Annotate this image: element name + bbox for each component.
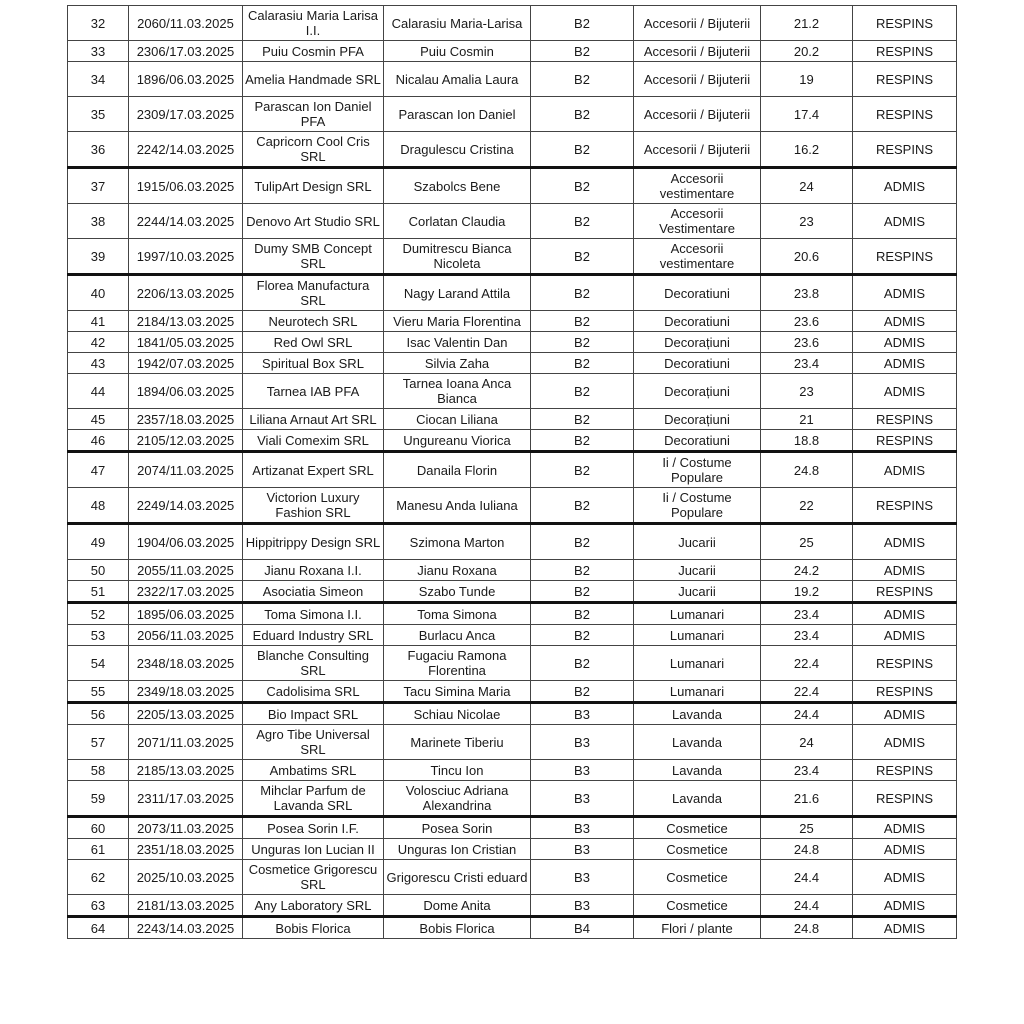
table-row	[68, 409, 957, 430]
row-number-cell: 63	[68, 895, 129, 917]
registration-number-cell: 2185/13.03.2025	[129, 760, 243, 781]
registration-number-cell: 2074/11.03.2025	[129, 452, 243, 488]
result-status-cell: RESPINS	[853, 6, 957, 41]
table-row	[68, 760, 957, 781]
registration-number-cell: 2306/17.03.2025	[129, 41, 243, 62]
representative-name-cell: Ungureanu Viorica	[384, 430, 531, 452]
score-cell: 21.6	[761, 781, 853, 817]
representative-name-cell: Dome Anita	[384, 895, 531, 917]
result-status-cell: RESPINS	[853, 409, 957, 430]
registration-number-cell: 2060/11.03.2025	[129, 6, 243, 41]
row-number-cell: 46	[68, 430, 129, 452]
zone-code-cell: B2	[531, 430, 634, 452]
score-cell: 24.4	[761, 860, 853, 895]
product-category-cell: Lumanari	[634, 603, 761, 625]
product-category-cell: Accesorii / Bijuterii	[634, 62, 761, 97]
product-category-cell: Lavanda	[634, 760, 761, 781]
score-cell: 25	[761, 524, 853, 560]
row-number-cell: 34	[68, 62, 129, 97]
table-row	[68, 895, 957, 917]
representative-name-cell: Szabo Tunde	[384, 581, 531, 603]
score-cell: 19.2	[761, 581, 853, 603]
row-number-cell: 32	[68, 6, 129, 41]
product-category-cell: Lavanda	[634, 781, 761, 817]
company-name-cell: Dumy SMB Concept SRL	[243, 239, 384, 275]
product-category-cell: Lavanda	[634, 725, 761, 760]
result-status-cell: ADMIS	[853, 625, 957, 646]
result-status-cell: RESPINS	[853, 41, 957, 62]
table-row	[68, 839, 957, 860]
score-cell: 24.8	[761, 839, 853, 860]
zone-code-cell: B2	[531, 353, 634, 374]
representative-name-cell: Isac Valentin Dan	[384, 332, 531, 353]
company-name-cell: Florea Manufactura SRL	[243, 275, 384, 311]
table-row	[68, 488, 957, 524]
zone-code-cell: B3	[531, 860, 634, 895]
result-status-cell: RESPINS	[853, 488, 957, 524]
row-number-cell: 54	[68, 646, 129, 681]
company-name-cell: Denovo Art Studio SRL	[243, 204, 384, 239]
product-category-cell: Accesorii / Bijuterii	[634, 132, 761, 168]
registration-number-cell: 1904/06.03.2025	[129, 524, 243, 560]
table-row	[68, 817, 957, 839]
result-status-cell: ADMIS	[853, 374, 957, 409]
row-number-cell: 33	[68, 41, 129, 62]
product-category-cell: Accesorii / Bijuterii	[634, 41, 761, 62]
result-status-cell: ADMIS	[853, 353, 957, 374]
score-cell: 22.4	[761, 646, 853, 681]
zone-code-cell: B2	[531, 603, 634, 625]
registration-number-cell: 1895/06.03.2025	[129, 603, 243, 625]
zone-code-cell: B4	[531, 917, 634, 939]
row-number-cell: 41	[68, 311, 129, 332]
representative-name-cell: Parascan Ion Daniel	[384, 97, 531, 132]
zone-code-cell: B2	[531, 62, 634, 97]
zone-code-cell: B2	[531, 409, 634, 430]
company-name-cell: Tarnea IAB PFA	[243, 374, 384, 409]
result-status-cell: RESPINS	[853, 239, 957, 275]
zone-code-cell: B2	[531, 168, 634, 204]
table-row	[68, 204, 957, 239]
row-number-cell: 60	[68, 817, 129, 839]
representative-name-cell: Puiu Cosmin	[384, 41, 531, 62]
registration-number-cell: 2357/18.03.2025	[129, 409, 243, 430]
score-cell: 21.2	[761, 6, 853, 41]
representative-name-cell: Fugaciu Ramona Florentina	[384, 646, 531, 681]
representative-name-cell: Dragulescu Cristina	[384, 132, 531, 168]
result-status-cell: ADMIS	[853, 560, 957, 581]
company-name-cell: Liliana Arnaut Art SRL	[243, 409, 384, 430]
score-cell: 24	[761, 725, 853, 760]
row-number-cell: 37	[68, 168, 129, 204]
table-row	[68, 168, 957, 204]
product-category-cell: Flori / plante	[634, 917, 761, 939]
table-row	[68, 275, 957, 311]
registration-number-cell: 2056/11.03.2025	[129, 625, 243, 646]
representative-name-cell: Jianu Roxana	[384, 560, 531, 581]
representative-name-cell: Unguras Ion Cristian	[384, 839, 531, 860]
row-number-cell: 49	[68, 524, 129, 560]
row-number-cell: 38	[68, 204, 129, 239]
product-category-cell: Cosmetice	[634, 839, 761, 860]
zone-code-cell: B3	[531, 760, 634, 781]
product-category-cell: Decoratiuni	[634, 353, 761, 374]
result-status-cell: RESPINS	[853, 781, 957, 817]
score-cell: 19	[761, 62, 853, 97]
table-row	[68, 6, 957, 41]
product-category-cell: Accesorii / Bijuterii	[634, 97, 761, 132]
table-row	[68, 97, 957, 132]
company-name-cell: Agro Tibe Universal SRL	[243, 725, 384, 760]
zone-code-cell: B3	[531, 703, 634, 725]
table-row	[68, 430, 957, 452]
score-cell: 23	[761, 374, 853, 409]
registration-number-cell: 1997/10.03.2025	[129, 239, 243, 275]
zone-code-cell: B2	[531, 646, 634, 681]
product-category-cell: Lavanda	[634, 703, 761, 725]
representative-name-cell: Burlacu Anca	[384, 625, 531, 646]
company-name-cell: Viali Comexim SRL	[243, 430, 384, 452]
company-name-cell: Bobis Florica	[243, 917, 384, 939]
product-category-cell: Decorațiuni	[634, 332, 761, 353]
result-status-cell: RESPINS	[853, 681, 957, 703]
result-status-cell: ADMIS	[853, 168, 957, 204]
row-number-cell: 51	[68, 581, 129, 603]
registration-number-cell: 2309/17.03.2025	[129, 97, 243, 132]
registration-number-cell: 2025/10.03.2025	[129, 860, 243, 895]
registration-number-cell: 1894/06.03.2025	[129, 374, 243, 409]
score-cell: 21	[761, 409, 853, 430]
zone-code-cell: B3	[531, 839, 634, 860]
score-cell: 24	[761, 168, 853, 204]
zone-code-cell: B2	[531, 560, 634, 581]
product-category-cell: Jucarii	[634, 524, 761, 560]
zone-code-cell: B2	[531, 97, 634, 132]
table-row	[68, 625, 957, 646]
table-row	[68, 332, 957, 353]
company-name-cell: Artizanat Expert SRL	[243, 452, 384, 488]
row-number-cell: 36	[68, 132, 129, 168]
results-table-body	[68, 6, 957, 939]
score-cell: 23.4	[761, 603, 853, 625]
row-number-cell: 62	[68, 860, 129, 895]
zone-code-cell: B3	[531, 895, 634, 917]
table-row	[68, 353, 957, 374]
table-row	[68, 703, 957, 725]
product-category-cell: Accesorii vestimentare	[634, 239, 761, 275]
row-number-cell: 59	[68, 781, 129, 817]
company-name-cell: Cadolisima SRL	[243, 681, 384, 703]
row-number-cell: 42	[68, 332, 129, 353]
company-name-cell: Mihclar Parfum de Lavanda SRL	[243, 781, 384, 817]
result-status-cell: RESPINS	[853, 646, 957, 681]
result-status-cell: RESPINS	[853, 430, 957, 452]
zone-code-cell: B3	[531, 817, 634, 839]
product-category-cell: Lumanari	[634, 646, 761, 681]
representative-name-cell: Vieru Maria Florentina	[384, 311, 531, 332]
results-table	[67, 5, 957, 939]
zone-code-cell: B2	[531, 452, 634, 488]
table-row	[68, 781, 957, 817]
product-category-cell: Jucarii	[634, 560, 761, 581]
row-number-cell: 35	[68, 97, 129, 132]
product-category-cell: Lumanari	[634, 625, 761, 646]
table-row	[68, 311, 957, 332]
company-name-cell: Calarasiu Maria Larisa I.I.	[243, 6, 384, 41]
company-name-cell: Spiritual Box SRL	[243, 353, 384, 374]
zone-code-cell: B3	[531, 781, 634, 817]
registration-number-cell: 1841/05.03.2025	[129, 332, 243, 353]
representative-name-cell: Calarasiu Maria-Larisa	[384, 6, 531, 41]
representative-name-cell: Tacu Simina Maria	[384, 681, 531, 703]
table-row	[68, 860, 957, 895]
zone-code-cell: B2	[531, 6, 634, 41]
zone-code-cell: B2	[531, 581, 634, 603]
table-row	[68, 132, 957, 168]
score-cell: 23.4	[761, 625, 853, 646]
product-category-cell: Decorațiuni	[634, 409, 761, 430]
score-cell: 23.6	[761, 332, 853, 353]
company-name-cell: Amelia Handmade SRL	[243, 62, 384, 97]
zone-code-cell: B2	[531, 41, 634, 62]
result-status-cell: RESPINS	[853, 581, 957, 603]
row-number-cell: 40	[68, 275, 129, 311]
representative-name-cell: Nagy Larand Attila	[384, 275, 531, 311]
row-number-cell: 58	[68, 760, 129, 781]
row-number-cell: 43	[68, 353, 129, 374]
score-cell: 20.2	[761, 41, 853, 62]
registration-number-cell: 2348/18.03.2025	[129, 646, 243, 681]
table-row	[68, 41, 957, 62]
company-name-cell: Toma Simona I.I.	[243, 603, 384, 625]
zone-code-cell: B2	[531, 275, 634, 311]
result-status-cell: RESPINS	[853, 97, 957, 132]
representative-name-cell: Schiau Nicolae	[384, 703, 531, 725]
representative-name-cell: Szabolcs Bene	[384, 168, 531, 204]
representative-name-cell: Posea Sorin	[384, 817, 531, 839]
table-row	[68, 917, 957, 939]
zone-code-cell: B2	[531, 311, 634, 332]
registration-number-cell: 2073/11.03.2025	[129, 817, 243, 839]
product-category-cell: Accesorii / Bijuterii	[634, 6, 761, 41]
company-name-cell: Any Laboratory SRL	[243, 895, 384, 917]
result-status-cell: ADMIS	[853, 603, 957, 625]
product-category-cell: Decoratiuni	[634, 275, 761, 311]
zone-code-cell: B2	[531, 132, 634, 168]
result-status-cell: ADMIS	[853, 725, 957, 760]
product-category-cell: Decorațiuni	[634, 374, 761, 409]
representative-name-cell: Manesu Anda Iuliana	[384, 488, 531, 524]
registration-number-cell: 2105/12.03.2025	[129, 430, 243, 452]
score-cell: 25	[761, 817, 853, 839]
result-status-cell: RESPINS	[853, 62, 957, 97]
table-row	[68, 374, 957, 409]
representative-name-cell: Tincu Ion	[384, 760, 531, 781]
registration-number-cell: 2351/18.03.2025	[129, 839, 243, 860]
score-cell: 23	[761, 204, 853, 239]
registration-number-cell: 2243/14.03.2025	[129, 917, 243, 939]
representative-name-cell: Corlatan Claudia	[384, 204, 531, 239]
score-cell: 23.4	[761, 353, 853, 374]
product-category-cell: Accesorii vestimentare	[634, 168, 761, 204]
row-number-cell: 45	[68, 409, 129, 430]
table-row	[68, 560, 957, 581]
zone-code-cell: B2	[531, 681, 634, 703]
registration-number-cell: 1896/06.03.2025	[129, 62, 243, 97]
registration-number-cell: 2181/13.03.2025	[129, 895, 243, 917]
company-name-cell: Cosmetice Grigorescu SRL	[243, 860, 384, 895]
product-category-cell: Cosmetice	[634, 895, 761, 917]
zone-code-cell: B2	[531, 204, 634, 239]
registration-number-cell: 2055/11.03.2025	[129, 560, 243, 581]
representative-name-cell: Bobis Florica	[384, 917, 531, 939]
score-cell: 17.4	[761, 97, 853, 132]
row-number-cell: 57	[68, 725, 129, 760]
company-name-cell: Asociatia Simeon	[243, 581, 384, 603]
registration-number-cell: 2184/13.03.2025	[129, 311, 243, 332]
table-row	[68, 681, 957, 703]
zone-code-cell: B2	[531, 625, 634, 646]
score-cell: 24.4	[761, 895, 853, 917]
representative-name-cell: Toma Simona	[384, 603, 531, 625]
representative-name-cell: Tarnea Ioana Anca Bianca	[384, 374, 531, 409]
registration-number-cell: 2322/17.03.2025	[129, 581, 243, 603]
row-number-cell: 44	[68, 374, 129, 409]
product-category-cell: Cosmetice	[634, 817, 761, 839]
representative-name-cell: Marinete Tiberiu	[384, 725, 531, 760]
registration-number-cell: 2244/14.03.2025	[129, 204, 243, 239]
table-row	[68, 581, 957, 603]
company-name-cell: Parascan Ion Daniel PFA	[243, 97, 384, 132]
result-status-cell: ADMIS	[853, 860, 957, 895]
result-status-cell: ADMIS	[853, 917, 957, 939]
company-name-cell: Hippitrippy Design SRL	[243, 524, 384, 560]
registration-number-cell: 2349/18.03.2025	[129, 681, 243, 703]
result-status-cell: ADMIS	[853, 311, 957, 332]
company-name-cell: Victorion Luxury Fashion SRL	[243, 488, 384, 524]
table-row	[68, 452, 957, 488]
score-cell: 20.6	[761, 239, 853, 275]
table-row	[68, 725, 957, 760]
zone-code-cell: B2	[531, 374, 634, 409]
table-row	[68, 646, 957, 681]
table-row	[68, 239, 957, 275]
row-number-cell: 39	[68, 239, 129, 275]
result-status-cell: ADMIS	[853, 895, 957, 917]
row-number-cell: 52	[68, 603, 129, 625]
result-status-cell: ADMIS	[853, 452, 957, 488]
product-category-cell: Decoratiuni	[634, 430, 761, 452]
row-number-cell: 56	[68, 703, 129, 725]
row-number-cell: 55	[68, 681, 129, 703]
result-status-cell: ADMIS	[853, 332, 957, 353]
product-category-cell: Decoratiuni	[634, 311, 761, 332]
representative-name-cell: Silvia Zaha	[384, 353, 531, 374]
registration-number-cell: 2249/14.03.2025	[129, 488, 243, 524]
company-name-cell: Eduard Industry SRL	[243, 625, 384, 646]
company-name-cell: Red Owl SRL	[243, 332, 384, 353]
registration-number-cell: 2206/13.03.2025	[129, 275, 243, 311]
score-cell: 24.2	[761, 560, 853, 581]
product-category-cell: Cosmetice	[634, 860, 761, 895]
product-category-cell: Ii / Costume Populare	[634, 488, 761, 524]
row-number-cell: 53	[68, 625, 129, 646]
company-name-cell: TulipArt Design SRL	[243, 168, 384, 204]
row-number-cell: 61	[68, 839, 129, 860]
row-number-cell: 50	[68, 560, 129, 581]
representative-name-cell: Danaila Florin	[384, 452, 531, 488]
company-name-cell: Blanche Consulting SRL	[243, 646, 384, 681]
zone-code-cell: B2	[531, 524, 634, 560]
table-row	[68, 62, 957, 97]
company-name-cell: Puiu Cosmin PFA	[243, 41, 384, 62]
company-name-cell: Capricorn Cool Cris SRL	[243, 132, 384, 168]
score-cell: 23.8	[761, 275, 853, 311]
zone-code-cell: B2	[531, 332, 634, 353]
result-status-cell: ADMIS	[853, 703, 957, 725]
result-status-cell: ADMIS	[853, 204, 957, 239]
row-number-cell: 47	[68, 452, 129, 488]
score-cell: 23.6	[761, 311, 853, 332]
company-name-cell: Ambatims SRL	[243, 760, 384, 781]
score-cell: 24.8	[761, 917, 853, 939]
registration-number-cell: 2205/13.03.2025	[129, 703, 243, 725]
company-name-cell: Posea Sorin I.F.	[243, 817, 384, 839]
registration-number-cell: 1942/07.03.2025	[129, 353, 243, 374]
result-status-cell: ADMIS	[853, 524, 957, 560]
company-name-cell: Neurotech SRL	[243, 311, 384, 332]
score-cell: 23.4	[761, 760, 853, 781]
table-row	[68, 603, 957, 625]
score-cell: 22	[761, 488, 853, 524]
zone-code-cell: B2	[531, 239, 634, 275]
result-status-cell: RESPINS	[853, 760, 957, 781]
representative-name-cell: Szimona Marton	[384, 524, 531, 560]
result-status-cell: ADMIS	[853, 275, 957, 311]
registration-number-cell: 2311/17.03.2025	[129, 781, 243, 817]
row-number-cell: 48	[68, 488, 129, 524]
representative-name-cell: Nicalau Amalia Laura	[384, 62, 531, 97]
score-cell: 18.8	[761, 430, 853, 452]
result-status-cell: ADMIS	[853, 817, 957, 839]
company-name-cell: Unguras Ion Lucian II	[243, 839, 384, 860]
table-row	[68, 524, 957, 560]
company-name-cell: Bio Impact SRL	[243, 703, 384, 725]
score-cell: 24.8	[761, 452, 853, 488]
representative-name-cell: Grigorescu Cristi eduard	[384, 860, 531, 895]
product-category-cell: Jucarii	[634, 581, 761, 603]
representative-name-cell: Ciocan Liliana	[384, 409, 531, 430]
registration-number-cell: 2071/11.03.2025	[129, 725, 243, 760]
score-cell: 24.4	[761, 703, 853, 725]
score-cell: 22.4	[761, 681, 853, 703]
zone-code-cell: B3	[531, 725, 634, 760]
company-name-cell: Jianu Roxana I.I.	[243, 560, 384, 581]
row-number-cell: 64	[68, 917, 129, 939]
representative-name-cell: Volosciuc Adriana Alexandrina	[384, 781, 531, 817]
product-category-cell: Lumanari	[634, 681, 761, 703]
registration-number-cell: 2242/14.03.2025	[129, 132, 243, 168]
registration-number-cell: 1915/06.03.2025	[129, 168, 243, 204]
zone-code-cell: B2	[531, 488, 634, 524]
product-category-cell: Ii / Costume Populare	[634, 452, 761, 488]
product-category-cell: Accesorii Vestimentare	[634, 204, 761, 239]
score-cell: 16.2	[761, 132, 853, 168]
result-status-cell: ADMIS	[853, 839, 957, 860]
result-status-cell: RESPINS	[853, 132, 957, 168]
representative-name-cell: Dumitrescu Bianca Nicoleta	[384, 239, 531, 275]
